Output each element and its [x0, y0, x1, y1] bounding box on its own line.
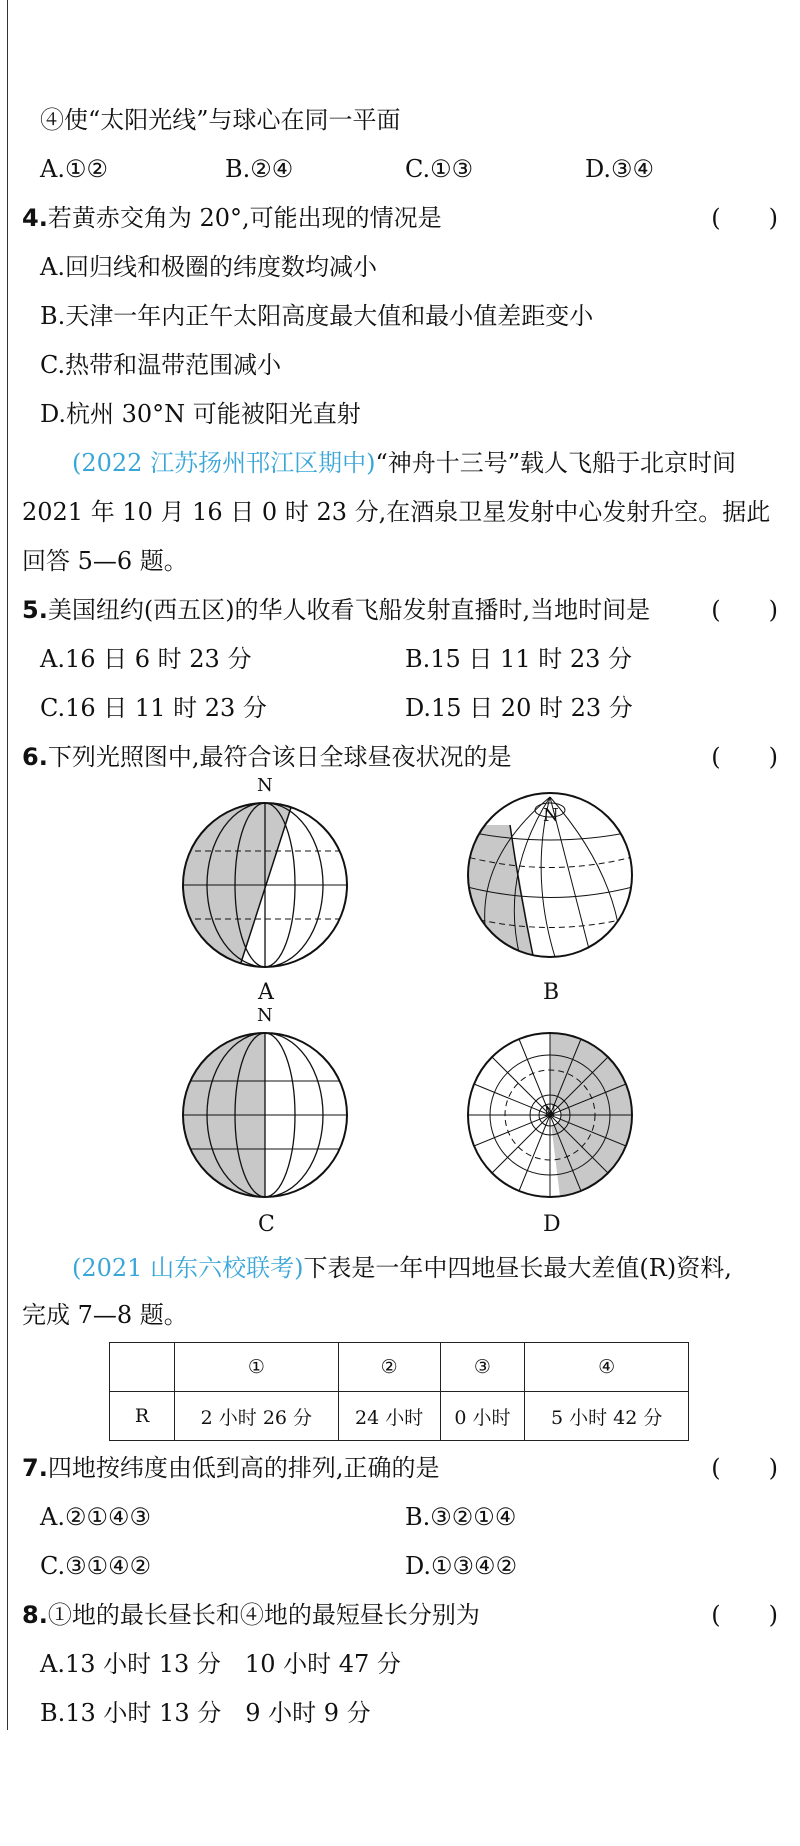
intro1-line3: 回答 5—6 题。	[22, 547, 188, 575]
table-header-cell: ①	[175, 1343, 339, 1392]
q5-stem	[22, 595, 650, 625]
q5-option-c: C.16 日 11 时 23 分	[40, 694, 267, 722]
q8-option-a: A.13 小时 13 分 10 小时 47 分	[40, 1650, 401, 1678]
q5-option-a: A.16 日 6 时 23 分	[40, 645, 252, 673]
intro1-source: (2022 江苏扬州邗江区期中)	[72, 449, 376, 477]
q3-option-d: D.③④	[585, 155, 655, 183]
q7-option-c: C.③①④②	[40, 1552, 152, 1580]
table-header-row	[110, 1343, 689, 1392]
globe-c-north-label: N	[257, 1005, 273, 1026]
table-cell: R	[110, 1392, 175, 1441]
globe-b-caption: B	[543, 980, 560, 1005]
intro1-first-line	[72, 448, 736, 478]
q8-stem	[22, 1600, 480, 1630]
q7-text: 四地按纬度由低到高的排列,正确的是	[47, 1454, 440, 1482]
globe-b-north-label: N	[543, 805, 559, 826]
left-margin-rule	[7, 0, 8, 1730]
q4-number: 4.	[22, 204, 48, 232]
q7-stem	[22, 1453, 439, 1483]
globe-d-north-label: N	[544, 1104, 557, 1120]
q5-option-d: D.15 日 20 时 23 分	[405, 694, 633, 722]
q4-option-b: B.天津一年内正午太阳高度最大值和最小值差距变小	[40, 302, 594, 330]
intro2-source: (2021 山东六校联考)	[72, 1254, 304, 1282]
intro1-line2: 2021 年 10 月 16 日 0 时 23 分,在酒泉卫星发射中心发射升空。据此	[22, 498, 771, 526]
q4-answer-paren: ( )	[711, 204, 778, 232]
q4-text: 若黄赤交角为 20°,可能出现的情况是	[47, 204, 442, 232]
q5-answer-paren: ( )	[711, 596, 778, 624]
globe-a-caption: A	[258, 980, 274, 1005]
q4-option-a: A.回归线和极圈的纬度数均减小	[40, 253, 377, 281]
globe-c-caption: C	[258, 1212, 275, 1237]
q3-item-4: ④使“太阳光线”与球心在同一平面	[40, 106, 401, 134]
intro1-line1: “神舟十三号”载人飞船于北京时间	[375, 449, 736, 477]
intro2-first-line	[72, 1253, 732, 1283]
q6-stem	[22, 742, 511, 772]
globe-a-diagram	[175, 795, 355, 975]
q8-text: ①地的最长昼长和④地的最短昼长分别为	[47, 1601, 480, 1629]
q5-number: 5.	[22, 596, 48, 624]
table-header-cell: ③	[440, 1343, 525, 1392]
q4-option-d: D.杭州 30°N 可能被阳光直射	[40, 400, 361, 428]
intro2-line2: 完成 7—8 题。	[22, 1301, 188, 1329]
globe-c-diagram	[175, 1025, 355, 1205]
q7-option-b: B.③②①④	[405, 1503, 517, 1531]
table-cell: 5 小时 42 分	[525, 1392, 689, 1441]
q7-option-d: D.①③④②	[405, 1552, 518, 1580]
table-cell: 0 小时	[440, 1392, 525, 1441]
q6-answer-paren: ( )	[711, 743, 778, 771]
q5-option-b: B.15 日 11 时 23 分	[405, 645, 633, 673]
q7-answer-paren: ( )	[711, 1454, 778, 1482]
q5-text: 美国纽约(西五区)的华人收看飞船发射直播时,当地时间是	[47, 596, 651, 624]
q3-option-b: B.②④	[225, 155, 294, 183]
q3-option-c: C.①③	[405, 155, 474, 183]
table-header-cell	[110, 1343, 175, 1392]
q7-option-a: A.②①④③	[40, 1503, 152, 1531]
table-header-cell: ④	[525, 1343, 689, 1392]
q4-option-c: C.热带和温带范围减小	[40, 351, 282, 379]
q8-number: 8.	[22, 1601, 48, 1629]
table-cell: 24 小时	[338, 1392, 440, 1441]
table-header-cell: ②	[338, 1343, 440, 1392]
q4-stem	[22, 203, 442, 233]
table-row	[110, 1392, 689, 1441]
q7-number: 7.	[22, 1454, 48, 1482]
globe-d-caption: D	[543, 1212, 561, 1237]
table-cell: 2 小时 26 分	[175, 1392, 339, 1441]
q6-text: 下列光照图中,最符合该日全球昼夜状况的是	[47, 743, 512, 771]
q6-number: 6.	[22, 743, 48, 771]
globe-a-north-label: N	[257, 775, 273, 796]
intro2-line1: 下表是一年中四地昼长最大差值(R)资料,	[303, 1254, 732, 1282]
day-length-table	[109, 1342, 689, 1441]
q8-option-b: B.13 小时 13 分 9 小时 9 分	[40, 1699, 371, 1727]
q8-answer-paren: ( )	[711, 1601, 778, 1629]
q3-option-a: A.①②	[40, 155, 108, 183]
